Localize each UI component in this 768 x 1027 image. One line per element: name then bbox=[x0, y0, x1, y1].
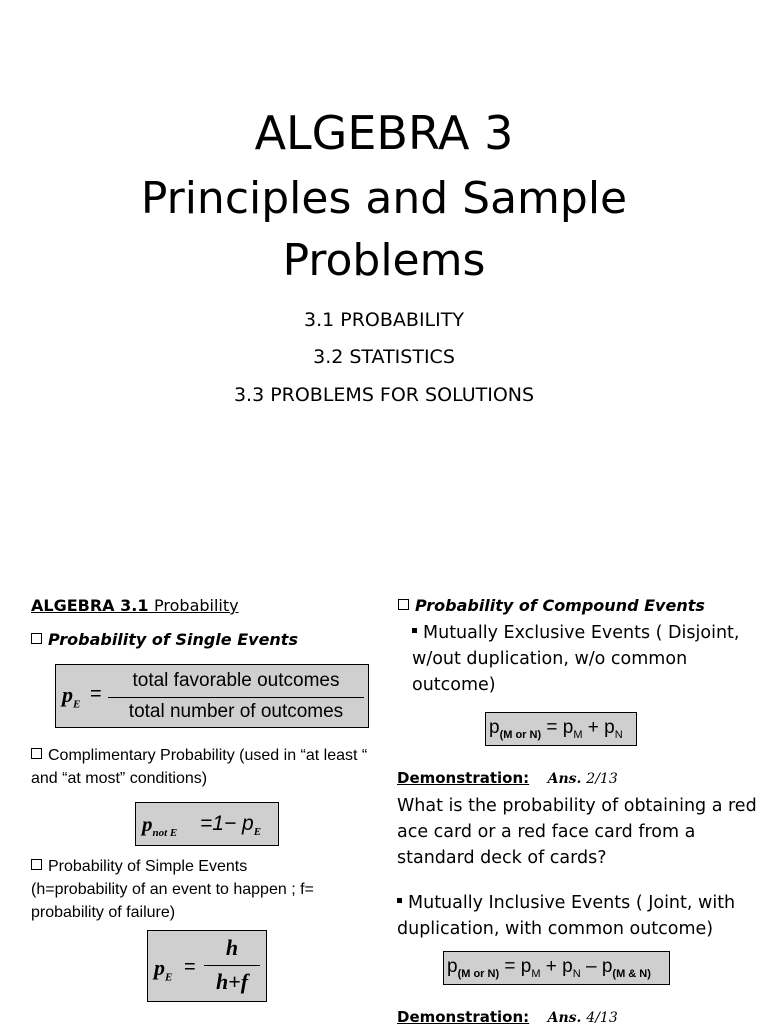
answer: Ans. 4/13 bbox=[547, 1010, 618, 1026]
square-bullet-icon bbox=[412, 628, 417, 633]
formula3-lhs: $p_E$ bbox=[154, 955, 173, 984]
formula1-numerator: total favorable outcomes bbox=[132, 670, 340, 691]
formula-exclusive bbox=[485, 712, 637, 746]
demonstration-label: Demonstration: bbox=[397, 1008, 530, 1026]
page-title: ALGEBRA 3 bbox=[254, 106, 514, 160]
section-heading bbox=[31, 596, 239, 615]
formula-complement bbox=[135, 802, 279, 846]
toc-item-problems: 3.3 PROBLEMS FOR SOLUTIONS bbox=[233, 384, 535, 406]
page-subtitle: Principles and Sample Problems bbox=[140, 173, 628, 286]
complimentary-text: Complimentary Probability (used in “at least “ and “at most” conditions) bbox=[31, 747, 368, 787]
formula1-fraction-bar bbox=[108, 697, 364, 698]
compound-events-title: Probability of Compound Events bbox=[398, 596, 705, 616]
exclusive-events-text: Mutually Exclusive Events ( Disjoint, w/out duplication, w/o common outcome) bbox=[412, 623, 740, 695]
toc-item-statistics: 3.2 STATISTICS bbox=[313, 346, 455, 368]
checkbox-bullet-icon bbox=[31, 859, 42, 870]
single-events-title: Probability of Single Events bbox=[31, 630, 298, 650]
formula-exclusive-text: $p_{(M or N)} = p_M + p_N$ bbox=[489, 717, 623, 741]
demonstration-1-question: What is the probability of obtaining a red ace card or a red face card from a standard deck of cards? bbox=[397, 796, 757, 868]
formula3-fraction-bar bbox=[204, 965, 260, 966]
formula1-eq: = bbox=[90, 683, 102, 705]
section-heading-number: ALGEBRA 3.1 bbox=[31, 596, 149, 615]
simple-events-title: Probability of Simple Events bbox=[31, 855, 376, 878]
answer: Ans. 2/13 bbox=[547, 771, 618, 787]
formula1-denominator: total number of outcomes bbox=[128, 701, 344, 722]
formula3-eq: = bbox=[184, 956, 196, 978]
formula-single-event bbox=[55, 664, 369, 728]
checkbox-bullet-icon bbox=[31, 748, 42, 759]
formula-inclusive-text: $p_{(M or N)} = p_M + p_N - p_{(M \& N)}$ bbox=[447, 956, 651, 980]
demonstration-1 bbox=[397, 769, 618, 788]
checkbox-bullet-icon bbox=[31, 633, 42, 644]
simple-events-desc: (h=probability of an event to happen ; f= probability of failure) bbox=[31, 881, 314, 921]
formula-inclusive bbox=[443, 951, 670, 985]
toc-item-probability: 3.1 PROBABILITY bbox=[304, 309, 464, 331]
square-bullet-icon bbox=[397, 898, 402, 903]
formula3-numerator: h bbox=[225, 935, 239, 960]
inclusive-events-text: Mutually Inclusive Events ( Joint, with duplication, with common outcome) bbox=[397, 893, 736, 939]
demonstration-2 bbox=[397, 1008, 618, 1027]
section-heading-topic: Probability bbox=[154, 596, 239, 615]
formula2-rhs: $=1- p_E$ bbox=[200, 812, 262, 839]
formula-simple-event bbox=[147, 930, 267, 1002]
formula3-denominator: h+f bbox=[215, 969, 249, 994]
formula1-lhs: $p_E$ bbox=[62, 682, 81, 711]
demonstration-label: Demonstration: bbox=[397, 769, 530, 787]
formula2-lhs: $p_{not E}$ bbox=[142, 812, 178, 840]
checkbox-bullet-icon bbox=[398, 599, 409, 610]
